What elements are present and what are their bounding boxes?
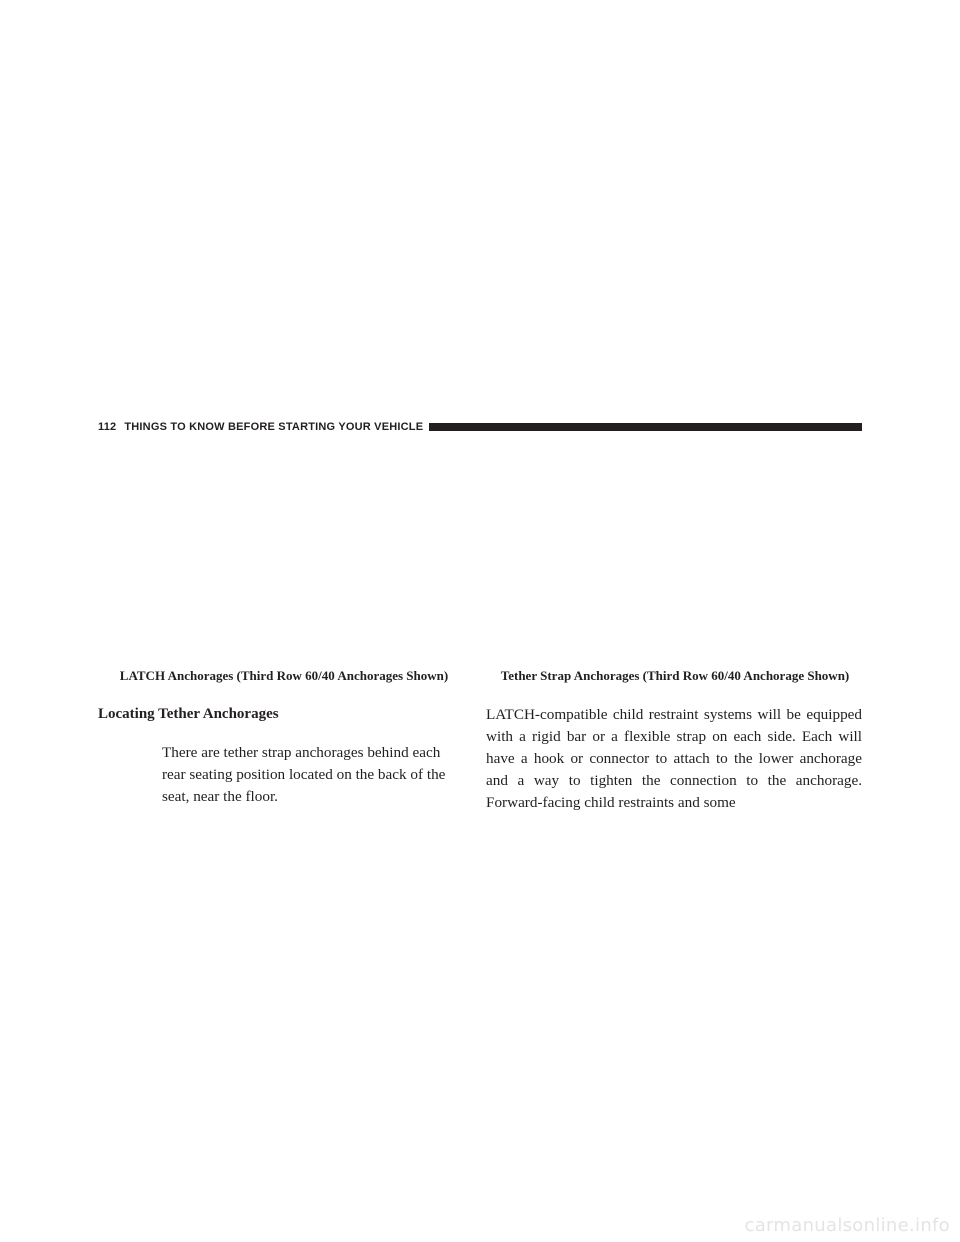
figure-caption-tether: Tether Strap Anchorages (Third Row 60/40 Anchorage Shown) [500,668,850,683]
body-paragraph-right: LATCH-compatible child restraint systems will be equipped with a rigid bar or a flexible strap on each side. Each will have a hook or connector to attach to the lower anchorage and a way to tighten the connection to the anchorage. Forward-facing child restraints and some [486,706,862,811]
body-paragraph-left: There are tether strap anchorages behind each rear seating position located on the back of the seat, near the floor. [162,744,446,805]
section-title: THINGS TO KNOW BEFORE STARTING YOUR VEHICLE [124,421,424,433]
header-rule [429,423,862,431]
page-header [98,419,862,435]
figure-caption-latch: LATCH Anchorages (Third Row 60/40 Anchorages Shown) [119,668,449,683]
page-number: 112 [98,421,117,433]
watermark-link[interactable]: carmanualsonline.info [744,1215,950,1236]
section-heading: Locating Tether Anchorages [98,706,279,722]
